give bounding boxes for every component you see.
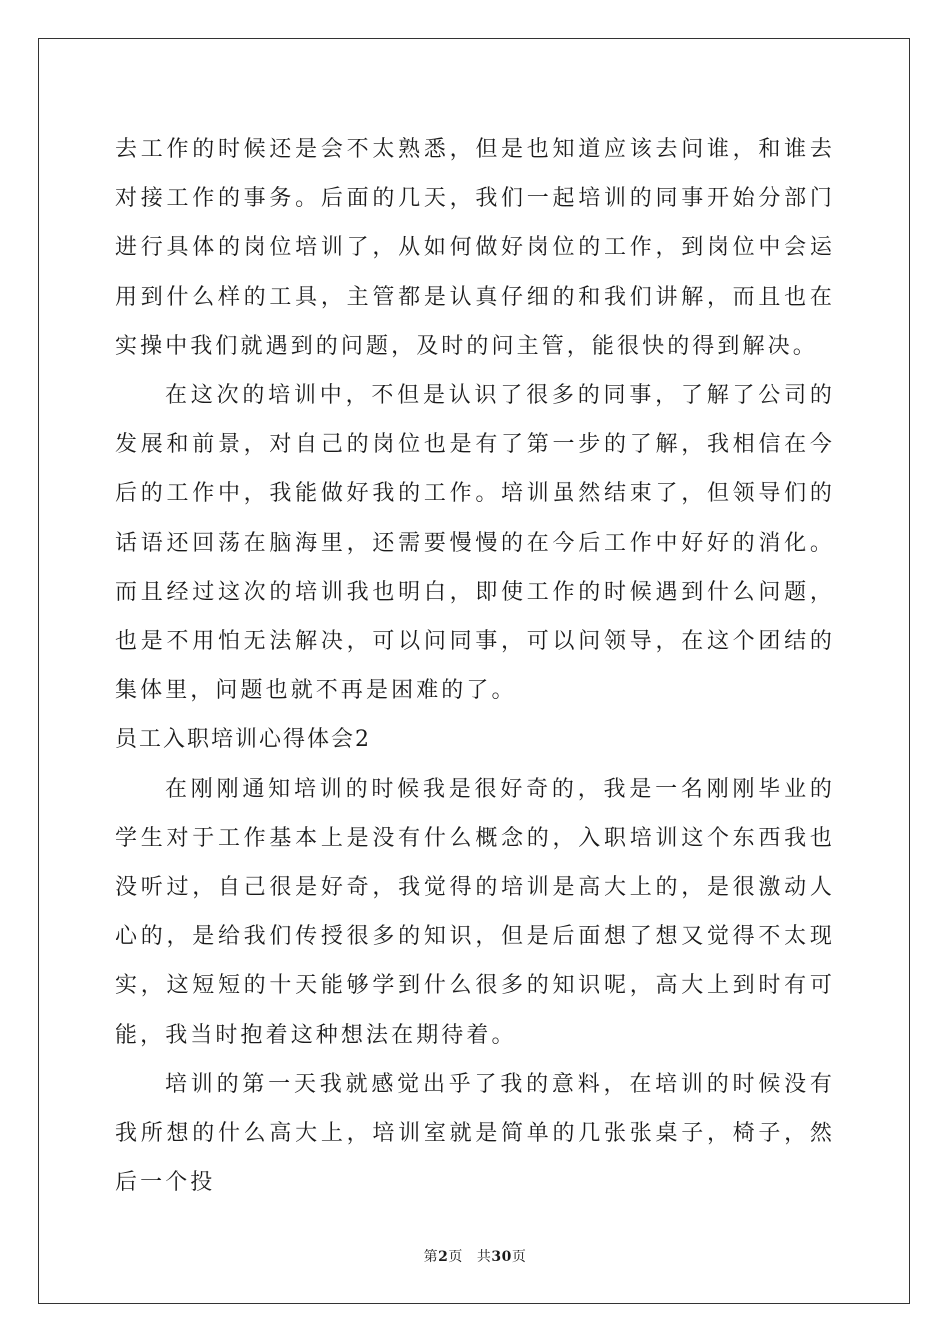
paragraph-2: 在这次的培训中，不但是认识了很多的同事，了解了公司的发展和前景，对自己的岗位也是有了第一步的了解，我相信在今后的工作中，我能做好我的工作。培训虽然结束了，但领导们的话语还回荡在脑海里，还需要慢慢的在今后工作中好好的消化。而且经过这次的培训我也明白，即使工作的时候遇到什么问题，也是不用怕无法解决，可以问同事，可以问领导，在这个团结的集体里，问题也就不再是困难的了。 [115,383,835,704]
total-prefix: 共 [476,1249,492,1265]
paragraph-1: 去工作的时候还是会不太熟悉，但是也知道应该去问谁，和谁去对接工作的事务。后面的几天，我们一起培训的同事开始分部门进行具体的岗位培训了，从如何做好岗位的工作，到岗位中会运用到什么样的工具，主管都是认真仔细的和我们讲解，而且也在实操中我们就遇到的问题，及时的问主管，能很快的得到解决。 [115,137,835,359]
page-footer [0,1246,950,1266]
paragraph-3: 在刚刚通知培训的时候我是很好奇的，我是一名刚刚毕业的学生对于工作基本上是没有什么概念的，入职培训这个东西我也没听过，自己很是好奇，我觉得的培训是高大上的，是很激动人心的，是给我们传授很多的知识，但是后面想了想又觉得不太现实，这短短的十天能够学到什么很多的知识呢，高大上到时有可能，我当时抱着这种想法在期待着。 [115,776,835,1048]
paragraph-4: 培训的第一天我就感觉出乎了我的意料，在培训的时候没有我所想的什么高大上，培训室就是简单的几张张桌子，椅子，然后一个投 [115,1071,835,1196]
document-body [115,125,835,1207]
section-heading: 员工入职培训心得体会2 [115,727,371,753]
page-total: 30 [491,1249,512,1265]
total-unit: 页 [511,1249,527,1265]
page-current: 2 [438,1249,449,1265]
page-prefix: 第 [423,1249,439,1265]
page-unit: 页 [448,1249,463,1265]
